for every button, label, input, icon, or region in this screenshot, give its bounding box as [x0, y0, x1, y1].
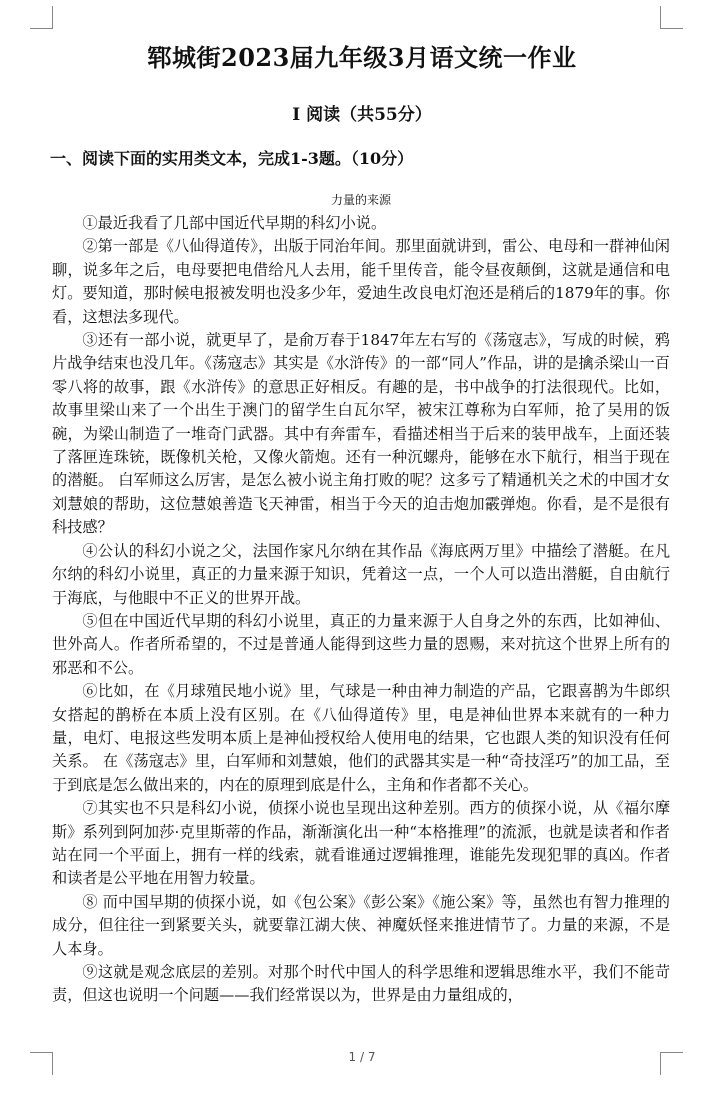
paragraph-3: ③还有一部小说，就更早了，是俞万春于1847年左右写的《荡寇志》，写成的时候，鸦片战争结束也没几年。《荡寇志》其实是《水浒传》的一部“同人”作品，讲的是擒杀梁山一百零八将的故事，跟《水浒传》的意思正好相反。有趣的是，书中战争的打法很现代。比如，故事里梁山来了一个出生于澳门的留学生白瓦尔罕，被宋江尊称为白军师，抢了吴用的饭碗，为梁山制造了一堆奇门武器。其中有奔雷车，看描述相当于后来的装甲战车，上面还装了落匣连珠铳，既像机关枪，又像火箭炮。还有一种沉螺舟，能够在水下航行，相当于现在的潜艇。 白军师这么厉害，是怎么被小说主角打败的呢？这多亏了精通机关之术的中国才女刘慧娘的帮助，这位慧娘善造飞天神雷，相当于今天的迫击炮加霰弹炮。你看，是不是很有科技感？: [52, 331, 670, 537]
paragraph-4: ④公认的科幻小说之父，法国作家凡尔纳在其作品《海底两万里》中描绘了潜艇。在凡尔纳的科幻小说里，真正的力量来源于知识，凭着这一点，一个人可以造出潜艇，自由航行于海底，与他眼中不正义的世界开战。: [52, 541, 670, 607]
article-title: 力量的来源: [330, 193, 391, 207]
paragraph-5: ⑤但在中国近代早期的科幻小说里，真正的力量来源于人自身之外的东西，比如神仙、世外高人。作者所希望的，不过是普通人能得到这些力量的恩赐，来对抗这个世界上所有的邪恶和不公。: [52, 611, 670, 677]
question-heading: 一、阅读下面的实用类文本，完成1-3题。（10分）: [50, 149, 414, 168]
section-title: Ⅰ 阅读（共55分）: [292, 105, 432, 125]
crop-mark-top-right: [660, 6, 683, 29]
paragraph-2: ②第一部是《八仙得道传》，出版于同治年间。那里面就讲到，雷公、电母和一群神仙闲聊，说多年之后，电母要把电借给凡人去用，能千里传音，能令昼夜颠倒，这就是通信和电灯。要知道，那时候电报被发明也没多少年，爱迪生改良电灯泡还是稍后的1879年的事。你看，这想法多现代。: [52, 237, 670, 326]
document-title: 郓城街2023届九年级3月语文统一作业: [147, 43, 577, 72]
paragraph-9: ⑨这就是观念底层的差别。对那个时代中国人的科学思维和逻辑思维水平，我们不能苛责，但这也说明一个问题——我们经常误以为，世界是由力量组成的，: [52, 963, 670, 1005]
paragraph-6: ⑥比如，在《月球殖民地小说》里，气球是一种由神力制造的产品，它跟喜鹊为牛郎织女搭起的鹊桥在本质上没有区别。在《八仙得道传》里，电是神仙世界本来就有的一种力量，电灯、电报这些发明本质上是神仙授权给人使用电的结果，它也跟人类的知识没有任何关系。 在《荡寇志》里，白军师和刘慧娘，他们的武器其实是一种“奇技淫巧”的加工品，至于到底是怎么做出来的，内在的原理到底是什么，主角和作者都不关心。: [52, 682, 670, 794]
article: [52, 190, 670, 1008]
paragraph-1: ①最近我看了几部中国近代早期的科幻小说。: [82, 214, 387, 232]
paragraph-8: ⑧ 而中国早期的侦探小说，如《包公案》《彭公案》《施公案》等，虽然也有智力推理的成分，但往往一到紧要关头，就要靠江湖大侠、神魔妖怪来推进情节了。力量的来源，不是人本身。: [52, 892, 670, 958]
page-number: 1 / 7: [348, 1050, 376, 1064]
paragraph-7: ⑦其实也不只是科幻小说，侦探小说也呈现出这种差别。西方的侦探小说，从《福尔摩斯》系列到阿加莎·克里斯蒂的作品，渐渐演化出一种“本格推理”的流派，也就是读者和作者站在同一个平面上，拥有一样的线索，就看谁通过逻辑推理，谁能先发现犯罪的真凶。作者和读者是公平地在用智力较量。: [52, 799, 670, 888]
crop-mark-top-left: [30, 6, 53, 29]
